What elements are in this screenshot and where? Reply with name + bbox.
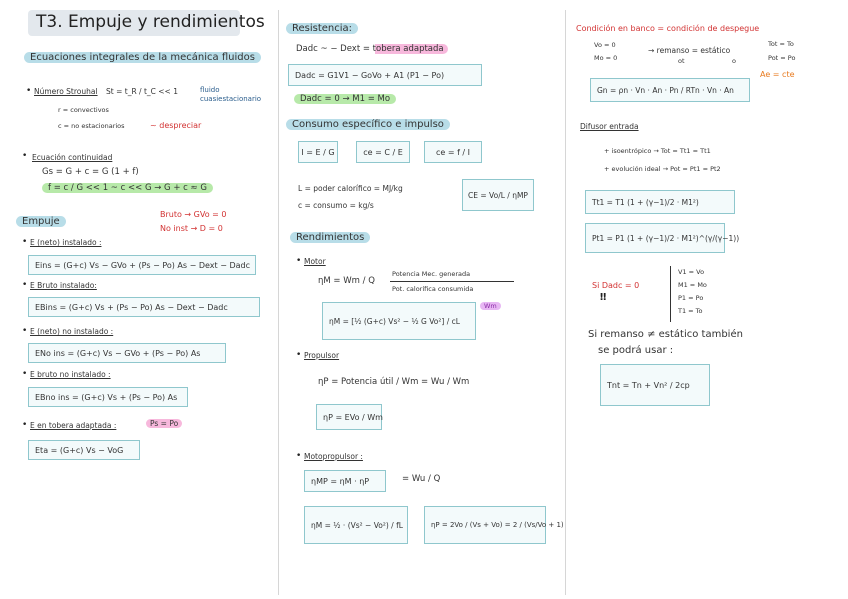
consumo-heading — [286, 119, 450, 130]
strouhal-r: r = convectivos — [58, 106, 109, 114]
ae-note: Ae = cte — [760, 70, 795, 79]
e-bruto-noinst-label: E bruto no instalado : — [30, 370, 111, 379]
box-ce-f-i: ce = f / I — [424, 141, 482, 163]
condicion-heading: Condición en banco = condición de despegue — [576, 24, 760, 33]
motor-desc-numerator: Potencia Mec. generada — [392, 270, 471, 278]
strouhal-label: Número Strouhal — [34, 87, 98, 96]
e-bruto-inst-label: E Bruto instalado: — [30, 281, 97, 290]
motopropulsor-eq: = Wu / Q — [402, 474, 441, 484]
motor-formula: ηM = Wm / Q — [318, 276, 375, 286]
tot-eq: Tot = To — [768, 40, 794, 48]
continuidad-label: Ecuación continuidad — [32, 153, 113, 162]
warning-icon: ‼ — [600, 292, 607, 303]
poder-calorifico-line: L = poder calorífico = MJ/kg — [298, 184, 403, 193]
consumo-line: c = consumo = kg/s — [298, 201, 374, 210]
dadc-box: Dadc = G1V1 − GoVo + A1 (P1 − Po) — [288, 64, 482, 86]
condition-bracket — [670, 266, 671, 322]
e-tobera-cond: Ps = Po — [146, 419, 182, 428]
strouhal-c-note: ~ despreciar — [150, 121, 202, 130]
bullet-e-neto-inst: • — [22, 237, 28, 247]
m1-eq: M1 = Mo — [678, 281, 707, 289]
motor-desc-fraction-bar — [390, 281, 514, 282]
tnt-box: Tnt = Tn + Vn² / 2cp — [600, 364, 710, 406]
si-dadc-zero: Si Dadc = 0 — [592, 281, 640, 290]
dadc-zero-wrap — [294, 94, 396, 104]
t1-eq: T1 = To — [678, 307, 703, 315]
bruto-note: Bruto → GVo = 0 — [160, 210, 227, 219]
evolucion-line: + evolución ideal → Pot = Pt1 = Pt2 — [604, 165, 721, 173]
column-divider-right — [565, 10, 566, 595]
tt1-box: Tt1 = T1 (1 + (γ−1)/2 · M1²) — [585, 190, 735, 214]
bullet-e-tobera: • — [22, 420, 28, 430]
e-neto-noinst-box: ENo ins = (G+c) Vs − GVo + (Ps − Po) As — [28, 343, 226, 363]
bullet-e-bruto-inst: • — [22, 280, 28, 290]
difusor-heading: Difusor entrada — [580, 122, 639, 131]
resistencia-heading — [286, 23, 358, 34]
empuje-heading — [16, 216, 66, 227]
propulsor-formula: ηP = Potencia útil / Wm = Wu / Wm — [318, 377, 470, 387]
continuidad-formula: Gs = G + c = G (1 + f) — [42, 167, 139, 177]
rendimientos-heading-text: Rendimientos — [290, 232, 370, 243]
bullet-e-neto-noinst: • — [22, 326, 28, 336]
e-tobera-box: Eta = (G+c) Vs − VoG — [28, 440, 140, 460]
page-title: T3. Empuje y rendimientos — [36, 12, 265, 32]
e-neto-inst-label: E (neto) instalado : — [30, 238, 102, 247]
remanso-text-2: se podrá usar : — [598, 345, 674, 356]
empuje-heading-text: Empuje — [16, 216, 66, 227]
motopropulsor-label: Motopropulsor : — [304, 452, 363, 461]
e-tobera-cond-wrap — [146, 419, 182, 428]
bullet-motor: • — [296, 256, 302, 266]
strouhal-c: c = no estacionarios — [58, 122, 125, 130]
consumo-heading-text: Consumo específico e impulso — [286, 119, 450, 130]
motopropulsor-box: ηMP = ηM · ηP — [304, 470, 386, 492]
e-bruto-noinst-box: EBno ins = (G+c) Vs + (Ps − Po) As — [28, 387, 188, 407]
bullet-strouhal: • — [26, 86, 32, 96]
propulsor-box-2: ηP = 2Vo / (Vs + Vo) = 2 / (Vs/Vo + 1) — [424, 506, 546, 544]
strouhal-formula: St = t_R / t_C << 1 — [106, 87, 178, 96]
motor-wm-tag-wrap — [480, 302, 501, 310]
gn-box: Gn = ρn · Vn · An · Pn / RTn · Vn · An — [590, 78, 750, 102]
rendimientos-heading — [290, 232, 370, 243]
e-neto-noinst-label: E (neto) no instalado : — [30, 327, 114, 336]
e-neto-inst-box: Eins = (G+c) Vs − GVo + (Ps − Po) As − Dext − Dadc — [28, 255, 256, 275]
vo-zero: Vo = 0 — [594, 41, 616, 49]
remanso-sub-o: o — [732, 57, 736, 65]
ce-box: CE = Vo/L / ηMP — [462, 179, 534, 211]
dadc-line-wrap — [296, 44, 448, 54]
bullet-propulsor: • — [296, 350, 302, 360]
e-bruto-inst-box: EBins = (G+c) Vs + (Ps − Po) As − Dext − Dadc — [28, 297, 260, 317]
column-divider-left — [278, 10, 279, 595]
remanso-estatico: → remanso = estático — [648, 46, 731, 55]
strouhal-note: fluido cuasiestacionario — [200, 86, 262, 103]
v1-eq: V1 = Vo — [678, 268, 705, 276]
f-formula-row — [42, 183, 213, 193]
ecuaciones-heading — [24, 52, 261, 63]
pt1-box: Pt1 = P1 (1 + (γ−1)/2 · M1²)^(γ/(γ−1)) — [585, 223, 725, 253]
pot-eq: Pot = Po — [768, 54, 796, 62]
p1-eq: P1 = Po — [678, 294, 704, 302]
f-formula: f = c / G << 1 ~ c << G → G + c ≈ G — [42, 183, 213, 193]
bullet-motopropulsor: • — [296, 451, 302, 461]
motor-desc-denominator: Pot. calorífica consumida — [392, 285, 474, 293]
box-impulso: I = E / G — [298, 141, 338, 163]
motor-wm-tag: Wm — [480, 302, 501, 310]
ecuaciones-heading-text: Ecuaciones integrales de la mecánica fluidos — [24, 52, 261, 63]
isentropico-line: + isoentrópico → Tot = Tt1 = Tt1 — [604, 147, 711, 155]
remanso-sub-ot: ot — [678, 57, 685, 65]
motor-box-2: ηM = ½ · (Vs² − Vo²) / fL — [304, 506, 408, 544]
e-tobera-label: E en tobera adaptada : — [30, 421, 117, 430]
box-ce-c-e: ce = C / E — [356, 141, 410, 163]
propulsor-label: Propulsor — [304, 351, 340, 360]
mo-zero: Mo = 0 — [594, 54, 618, 62]
dadc-zero: Dadc = 0 → M1 = Mo — [294, 94, 396, 104]
bullet-continuidad: • — [22, 151, 28, 161]
propulsor-box: ηP = EVo / Wm — [316, 404, 382, 430]
remanso-text-1: Si remanso ≠ estático también — [588, 329, 743, 340]
motor-box: ηM = [½ (G+c) Vs² − ½ G Vo²] / cL — [322, 302, 476, 340]
bullet-e-bruto-noinst: • — [22, 369, 28, 379]
dadc-line: Dadc ~ − Dext = tobera adaptada — [296, 44, 448, 54]
resistencia-heading-text: Resistencia: — [286, 23, 358, 34]
noinst-note: No inst → D = 0 — [160, 224, 223, 233]
motor-label: Motor — [304, 257, 326, 266]
